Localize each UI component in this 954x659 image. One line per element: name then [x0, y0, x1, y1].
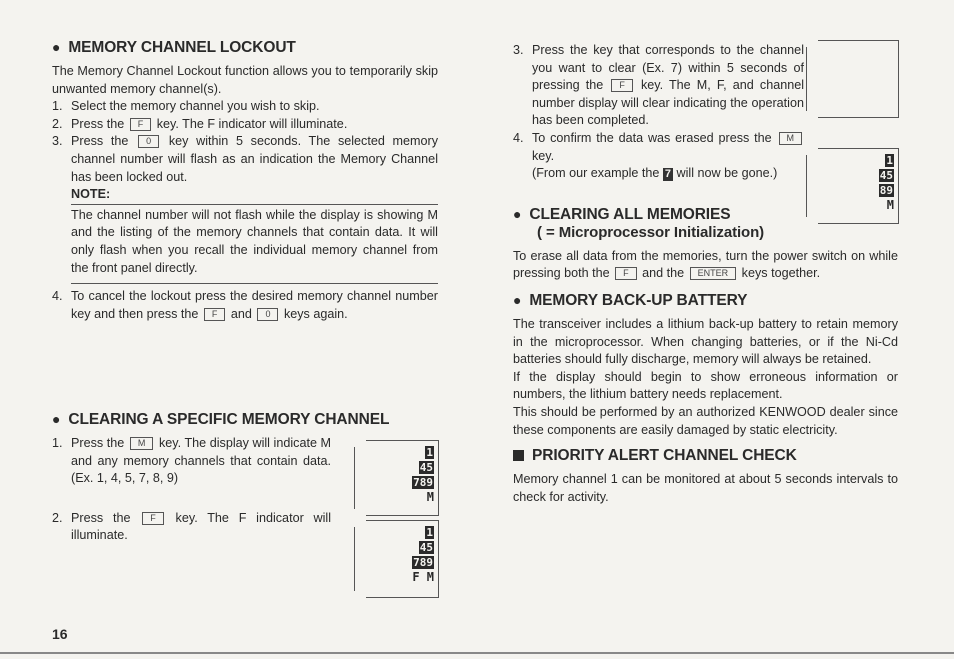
- clear-specific-heading: ● CLEARING A SPECIFIC MEMORY CHANNEL: [52, 411, 390, 428]
- backup-heading: ● MEMORY BACK-UP BATTERY: [513, 291, 748, 309]
- memory-lockout-intro: The Memory Channel Lockout function allows you to temporarily skip unwanted memory channel(s).: [52, 64, 438, 96]
- memory-lockout-steps: [52, 98, 438, 323]
- f-key: F: [130, 118, 152, 131]
- note-label: NOTE:: [71, 187, 111, 202]
- note-block: [71, 186, 438, 284]
- list-item: 2. Press the F key. The F indicator will illuminate.: [52, 510, 332, 543]
- lcd-display-3: 1 45 89 M: [818, 148, 899, 224]
- list-item: 3. Press the 0 key within 5 seconds. The selected memory channel number will flash as an indication the Memory Channel has been locked out. NOTE: The channel number will not flash while the display is showing M and the listing of the memory channels that contain data. It will only flash when you recall the individual memory channel from the front panel directly.: [52, 133, 438, 284]
- channel-7-indicator: 7: [664, 168, 672, 181]
- zero-key: 0: [138, 135, 159, 148]
- priority-text: Memory channel 1 can be monitored at about 5 seconds intervals to check for activity.: [513, 472, 898, 504]
- m-key: M: [779, 132, 803, 145]
- list-item: 1. Select the memory channel you wish to skip.: [52, 99, 320, 114]
- enter-key: ENTER: [690, 267, 737, 280]
- zero-key: 0: [257, 308, 278, 321]
- backup-p1: The transceiver includes a lithium back-up battery to retain memory in the microprocessor. When changing batteries, or if the Ni-Cd batteries should fully discharge, memory will always be retained.: [513, 316, 898, 367]
- list-item: 3. Press the key that corresponds to the channel you want to clear (Ex. 7) within 5 seconds of pressing the F key. The M, F, and channel number display will clear indicating the operation has been completed.: [513, 43, 805, 128]
- backup-p2: If the display should begin to show erroneous information or numbers, the lithium battery needs replacement.: [513, 369, 898, 402]
- f-key: F: [204, 308, 226, 321]
- clear-all-text: To erase all data from the memories, turn the power switch on while pressing both the F and the ENTER keys together.: [513, 248, 898, 281]
- list-item: 4. To cancel the lockout press the desired memory channel number key and then press the F and 0 keys again.: [52, 289, 438, 321]
- m-key: M: [130, 437, 154, 450]
- note-text: The channel number will not flash while the display is showing M and the listing of the memory channels that contain data. It will only flash when you recall the individual memory channel from the front panel directly.: [71, 207, 438, 275]
- backup-p3: This should be performed by an authorized KENWOOD dealer since these components are easily damaged by static electricity.: [513, 404, 898, 437]
- f-key: F: [142, 512, 164, 525]
- lcd-blank: [818, 40, 899, 118]
- lcd-display-2: 1 45 789 F M: [366, 520, 439, 598]
- list-item: 4. To confirm the data was erased press the M key. (From our example the 7 will now be gone.): [513, 130, 804, 183]
- bottom-rule: [0, 652, 954, 654]
- f-key: F: [611, 79, 633, 92]
- lcd-display-1: 1 45 789 M: [366, 440, 439, 516]
- f-key: F: [615, 267, 637, 280]
- page-number: 16: [52, 626, 68, 642]
- priority-heading: PRIORITY ALERT CHANNEL CHECK: [513, 447, 898, 465]
- memory-lockout-heading: ● MEMORY CHANNEL LOCKOUT: [52, 39, 296, 56]
- clear-all-heading: ● CLEARING ALL MEMORIES ( = Microprocessor Initialization): [513, 205, 765, 241]
- list-item: 1. Press the M key. The display will indicate M and any memory channels that contain data. (Ex. 1, 4, 5, 7, 8, 9): [52, 436, 332, 486]
- list-item: 2. Press the F key. The F indicator will illuminate.: [52, 116, 348, 131]
